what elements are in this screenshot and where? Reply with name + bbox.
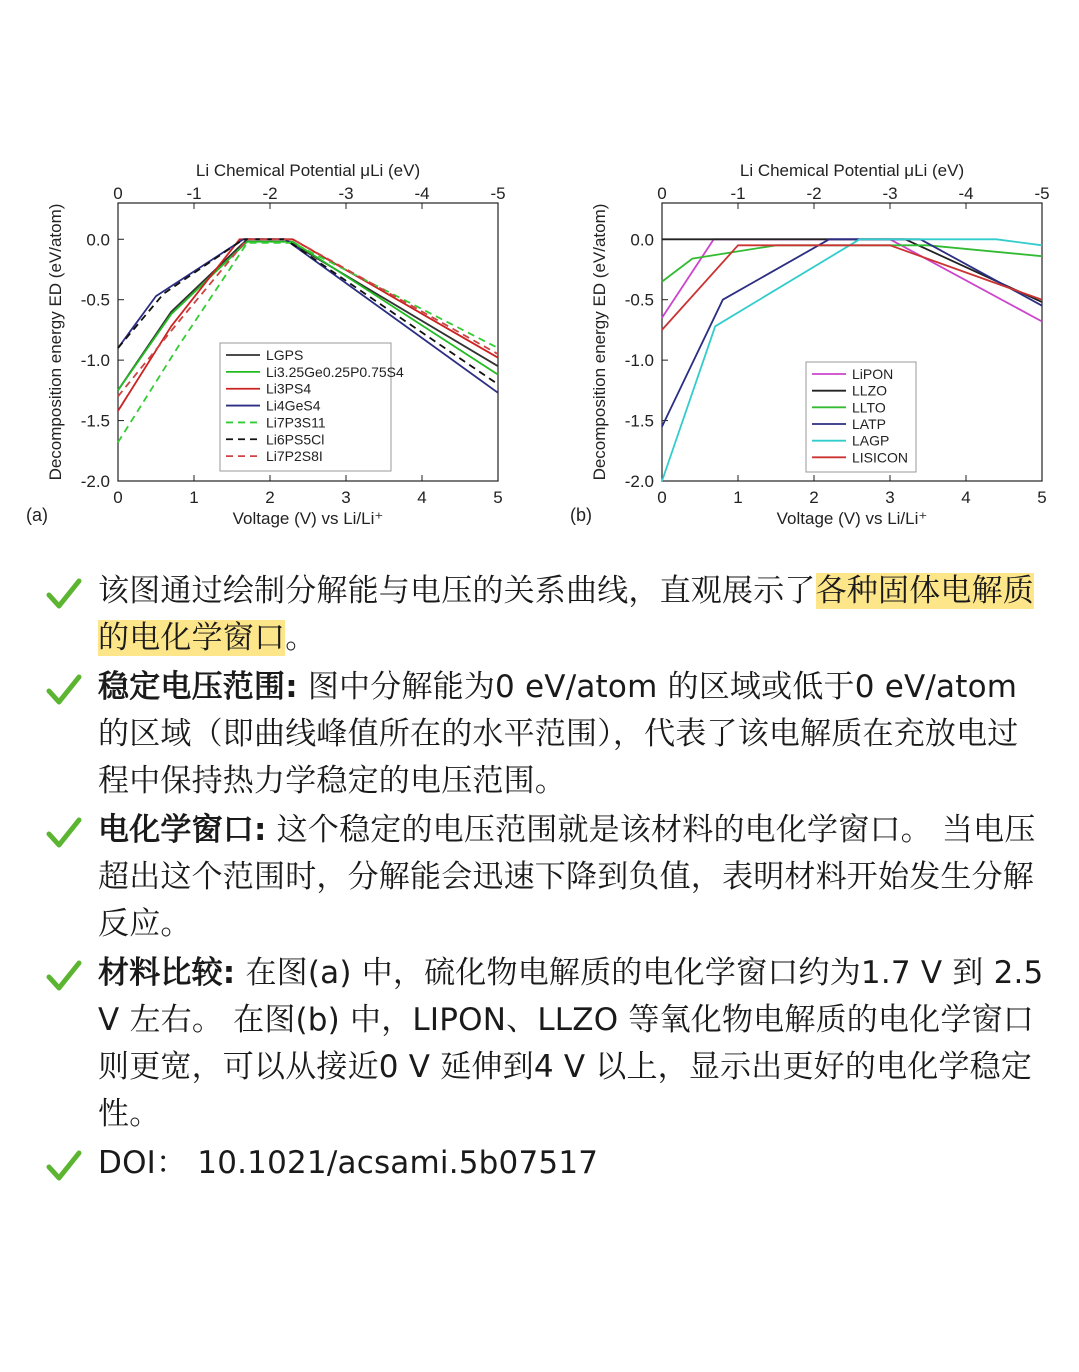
top-tick-label: 0: [657, 184, 667, 203]
note-body-end: 。: [285, 620, 317, 656]
chart-panel-a: [26, 161, 506, 528]
x-tick-label: 5: [1037, 488, 1047, 507]
x-tick-label: 3: [885, 488, 895, 507]
figure: [0, 140, 1079, 540]
y-tick-label: -0.5: [624, 290, 654, 310]
y-tick-label: -1.0: [624, 351, 654, 371]
check-icon: [46, 578, 82, 610]
panel-label: (b): [570, 505, 592, 525]
x-tick-label: 1: [189, 488, 199, 507]
y-axis-label: Decomposition energy ED (eV/atom): [590, 203, 609, 481]
legend-label: Li6PS5Cl: [266, 431, 325, 448]
legend-label: LAGP: [852, 432, 890, 449]
top-tick-label: -5: [490, 184, 506, 203]
note-title: 稳定电压范围:: [98, 669, 298, 705]
series-line: [662, 239, 1042, 302]
legend-label: LISICON: [852, 449, 909, 466]
top-tick-label: -1: [730, 184, 746, 203]
y-tick-label: -1.5: [80, 411, 110, 431]
note-text: [98, 1140, 1046, 1187]
y-tick-label: -0.5: [80, 290, 110, 310]
notes-list: [46, 568, 1046, 1189]
x-tick-label: 4: [961, 488, 971, 507]
legend-label: Li4GeS4: [266, 397, 321, 414]
top-tick-label: -3: [882, 184, 898, 203]
check-icon: [46, 1150, 82, 1182]
note-item: [46, 950, 1046, 1138]
note-body: 图中分解能为0 eV/atom 的区域或低于0 eV/atom 的区域（即曲线峰值所在的水平范围），代表了该电解质在充放电过程中保持热力学稳定的电压范围。: [98, 669, 1019, 799]
check-icon: [46, 817, 82, 849]
top-tick-label: 0: [113, 184, 123, 203]
legend-label: LGPS: [266, 347, 304, 363]
y-tick-label: -1.0: [80, 351, 110, 371]
note-title: 材料比较:: [98, 955, 236, 991]
y-tick-label: 0.0: [630, 230, 654, 250]
legend-label: Li3.25Ge0.25P0.75S4: [266, 363, 404, 380]
legend-label: Li7P2S8I: [266, 448, 323, 465]
y-tick-label: -1.5: [624, 411, 654, 431]
note-item: [46, 568, 1046, 662]
x-tick-label: 4: [417, 488, 427, 507]
check-icon: [46, 960, 82, 992]
note-body: DOI： 10.1021/acsami.5b07517: [98, 1145, 599, 1181]
note-title: 电化学窗口:: [98, 812, 267, 848]
x-axis-label: Voltage (V) vs Li/Li⁺: [232, 509, 384, 528]
note-item: [46, 1140, 1046, 1187]
note-body: 在图(a) 中，硫化物电解质的电化学窗口约为1.7 V 到 2.5 V 左右。 在图(b) 中，LIPON、LLZO 等氧化物电解质的电化学窗口则更宽，可以从接近0 V 延伸到4 V 以上，显示出更好的电化学稳定性。: [98, 955, 1044, 1132]
series-line: [662, 245, 1042, 330]
top-axis-label: Li Chemical Potential μLi (eV): [195, 161, 421, 180]
note-text: [98, 807, 1046, 948]
top-tick-label: -3: [338, 184, 354, 203]
note-item: [46, 664, 1046, 805]
top-tick-label: -5: [1034, 184, 1050, 203]
legend-label: Li3PS4: [266, 380, 312, 397]
note-highlight: 各种固体电解质的电化学窗口: [98, 573, 1035, 656]
legend-label: LLZO: [852, 382, 888, 399]
note-text: [98, 568, 1046, 662]
y-tick-label: 0.0: [86, 230, 110, 250]
note-body: 这个稳定的电压范围就是该材料的电化学窗口。 当电压超出这个范围时，分解能会迅速下降到负值，表明材料开始发生分解反应。: [98, 812, 1036, 942]
top-tick-label: -4: [958, 184, 974, 203]
top-tick-label: -4: [414, 184, 430, 203]
legend-label: LATP: [852, 416, 886, 432]
check-icon: [46, 674, 82, 706]
x-tick-label: 5: [493, 488, 503, 507]
x-tick-label: 1: [733, 488, 743, 507]
legend-label: LLTO: [852, 399, 886, 416]
note-text: [98, 950, 1046, 1138]
top-tick-label: -2: [806, 184, 822, 203]
legend-label: Li7P3S11: [266, 414, 326, 431]
legend-label: LiPON: [852, 366, 894, 382]
note-item: [46, 807, 1046, 948]
top-tick-label: -1: [186, 184, 202, 203]
y-tick-label: -2.0: [80, 472, 110, 491]
x-tick-label: 2: [265, 488, 275, 507]
x-tick-label: 3: [341, 488, 351, 507]
top-axis-label: Li Chemical Potential μLi (eV): [739, 161, 965, 180]
x-tick-label: 2: [809, 488, 819, 507]
y-tick-label: -2.0: [624, 472, 654, 491]
x-tick-label: 0: [657, 488, 667, 507]
top-tick-label: -2: [262, 184, 278, 203]
y-axis-label: Decomposition energy ED (eV/atom): [46, 203, 65, 481]
x-tick-label: 0: [113, 488, 123, 507]
x-axis-label: Voltage (V) vs Li/Li⁺: [776, 509, 928, 528]
note-text: [98, 664, 1046, 805]
note-body: 该图通过绘制分解能与电压的关系曲线，直观展示了: [98, 573, 816, 609]
chart-panel-b: [570, 161, 1050, 528]
panel-label: (a): [26, 505, 48, 525]
